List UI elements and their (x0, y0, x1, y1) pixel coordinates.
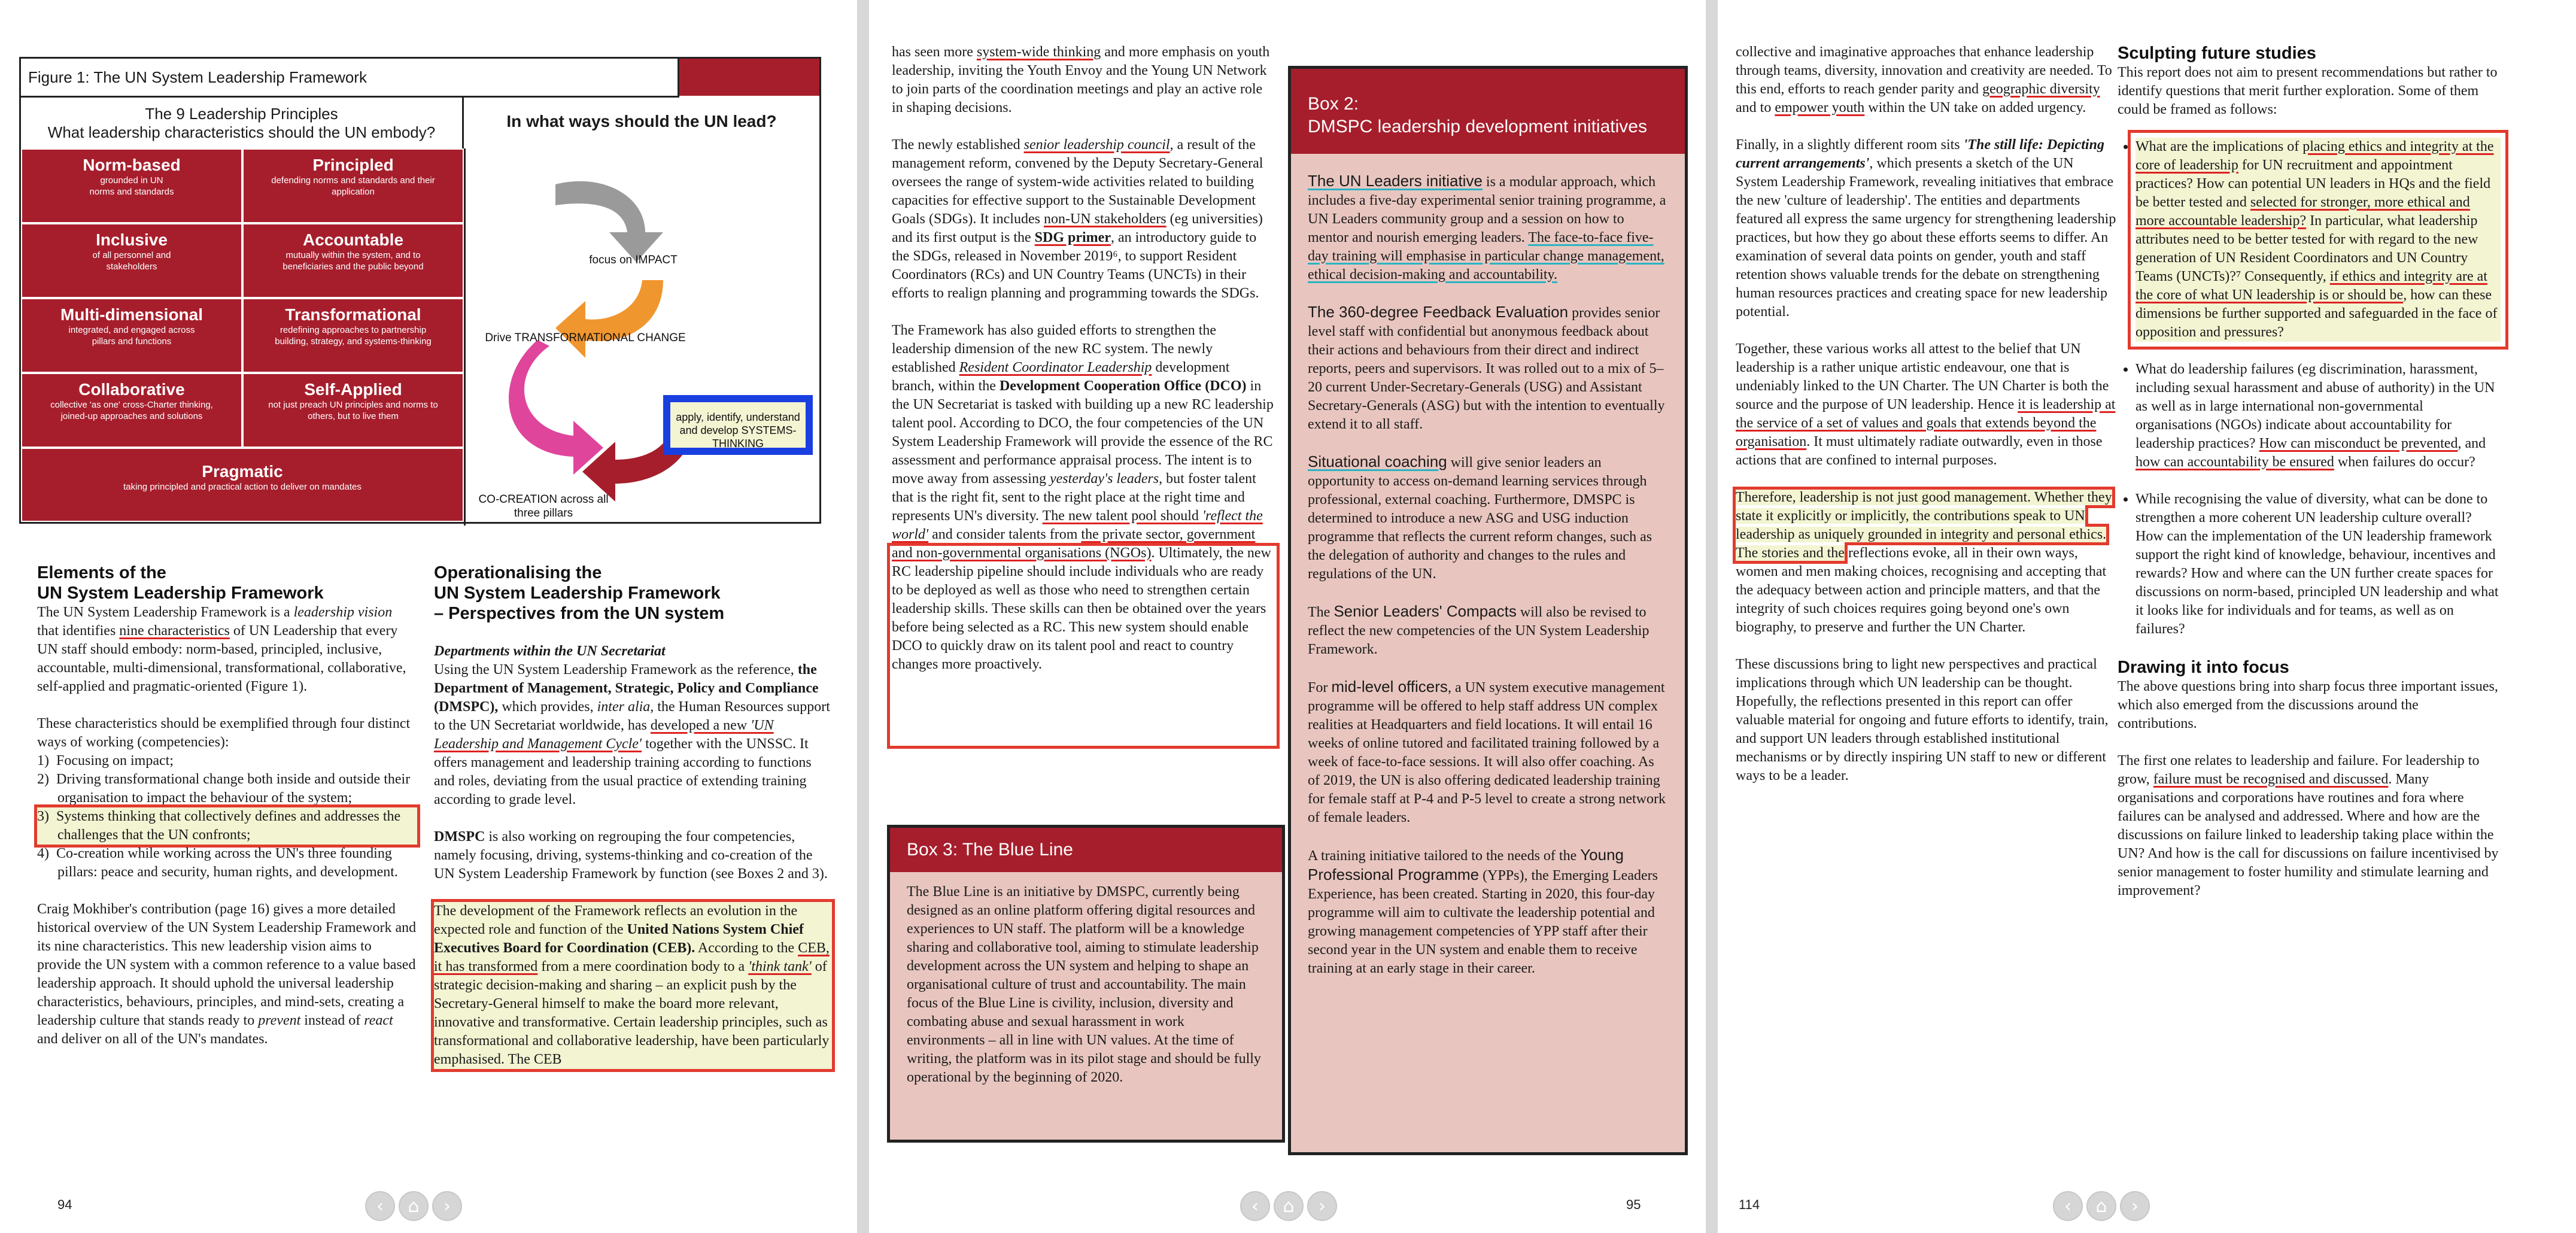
text: and to (1736, 100, 1775, 116)
text: Development Cooperation Office (DCO) (999, 378, 1247, 394)
text: provides senior level staff with confidential but anonymous feedback about their actions and behaviours from their direct and indirect reports, peers and supervisors. It was rolled out to a mix of 5–20 current Under-Secretary-Generals (USG) and Assistant Secretary-Generals (ASG) but with the intention to eventually extend it to all staff. (1308, 305, 1665, 432)
page-94 (0, 0, 857, 1233)
left-column-operationalising (434, 563, 832, 1088)
underlined-annotation: 'think tank' (748, 959, 812, 974)
text: , an introductory guide to the SDGs, released in November 2019⁶, to support Resident Coordinators (RCs) and UN Country Teams (UNCTs) in their efforts to realign planning and programming towards the SDGs. (892, 230, 1259, 301)
underlined-annotation: non-UN stakeholders (1043, 211, 1167, 227)
principle-title: Pragmatic (202, 462, 283, 481)
paragraph (1308, 452, 1668, 584)
text: (eg universities) and its first output is the (892, 211, 1263, 245)
text: , which presents a sketch of the UN System Leadership Framework, revealing initiatives that embrace the new 'culture of leadership'. The entities and departments featured all express the same urgency for strengthening leadership practices, but how they go about these efforts seems to differ. An examination of several data points on gender, youth and staff retention shows valuable trends for the debate on strengthening human resources practices and creating space for new leadership potential. (1736, 156, 2116, 320)
underlined-annotation: placing ethics and integrity at the core of leadership (2135, 139, 2494, 173)
page-nav (365, 1191, 462, 1221)
label-impact: focus on IMPACT (589, 254, 678, 266)
paragraph (37, 900, 417, 1049)
underlined-annotation: Situational coaching (1308, 452, 1447, 470)
text: Finally, in a slightly different room sits (1736, 137, 1964, 153)
underlined-annotation: 'UN Leadership and Management Cycle' (434, 718, 774, 752)
underlined-annotation: geographic diversity (1982, 81, 2100, 97)
figure-title-accent (679, 59, 819, 96)
text: What do leadership failures (eg discrimination, harassment, including sexual harassment and abuse of authority) in the UN as well as in large international non-governmental organisations (NGOs) indicate about accountability for leadership practices? (2135, 362, 2495, 451)
underlined-annotation: nine characteristics (119, 623, 230, 639)
text: , the Human Resources support to the UN Secretariat worldwide, has (434, 699, 830, 733)
underlined-annotation: senior leadership council (1023, 137, 1170, 153)
box-2-dmspc-initiatives (1288, 66, 1688, 1155)
underlined-annotation: The new talent pool should (1042, 508, 1202, 524)
paragraph (1736, 43, 2119, 117)
text: The newly established (892, 137, 1024, 153)
list-item: 1) Focusing on impact; (37, 753, 174, 769)
paragraph (1308, 303, 1668, 434)
principle-desc: grounded in UN norms and standards (89, 175, 174, 197)
text: The first one relates to leadership and failure. For leadership to grow, (2118, 753, 2480, 787)
text: , but foster talent that is the right fit, sent to the right place at the right time and represents UN's diversity. (892, 471, 1256, 524)
underlined-annotation: it is leadership at the service of a set of values and goals that extends beyond the organisation (1736, 397, 2116, 450)
text: has seen more (892, 44, 977, 60)
text: The UN System Leadership Framework is a (37, 605, 294, 620)
text: The (1308, 605, 1334, 620)
text: . Many organisations and corporations have routines and fora where failures can be analysed and addressed. Where and how are the discussions on failure linked to leadership taking place within the UN? And how is the call for discussions on failure incentivised by senior management to foster humility and stimulate learning and improvement? (2118, 772, 2499, 898)
principle-title: Norm-based (83, 156, 181, 174)
label-co-creation: CO-CREATION across all three pillars (478, 493, 609, 520)
underlined-annotation: the private sector, government and non-governmental organisations (NGOs) (892, 527, 1256, 561)
text: For (1308, 680, 1332, 696)
text: leadership vision (293, 605, 393, 620)
orange-arrow (555, 280, 663, 358)
principle-desc: mutually within the system, and to beneficiaries and the public beyond (282, 250, 424, 272)
competencies-list (37, 752, 417, 882)
text: will give senior leaders an opportunity to access on-demand learning services through professional, external coaching. Furthermore, DMSPC is determined to introduce a new ASG and USG induction programme that reflects the current reform changes, such as the delegation of authority and changes to the rules and regulations of the UN. (1308, 455, 1652, 582)
principle-desc: not just preach UN principles and norms to others, but to live them (268, 400, 438, 421)
text: , a result of the management reform, convened by the Deputy Secretary-General oversees the range of system-wide activities related to building capacities for effective support to the Sustainable Development Goals (SDGs). It includes (892, 137, 1263, 227)
text: reflections evoke, all in their own ways, women and men making choices, recognising and accepting that the adequacy between action and principle matters, and that the integrity of such choices requires going beyond one's own biography, to preserve and further the UN Charter. (1736, 545, 2107, 635)
text: is a modular approach, which includes a five-day experimental senior training programme, a UN Leaders community group and a session on how to mentor and nourish emerging leaders. (1308, 174, 1666, 245)
text: , a UN system executive management programme will be offered to help staff address UN complex realities at Headquarters and field locations. It will entail 16 weeks of online tutored and facilitated training followed by a week of face-to-face sessions. It will also offer coaching. As of 2019, the UN is also offering dedicated leadership training for female staff at P-4 and P-5 level to create a strong network of female leaders. (1308, 680, 1666, 825)
principle-desc: integrated, and engaged across pillars and functions (68, 325, 195, 347)
principle-inclusive (21, 223, 242, 298)
text: 'The still life: Depicting current arrangements' (1736, 137, 2104, 171)
paragraph (1308, 172, 1668, 284)
section-heading: Drawing it into focus (2118, 658, 2289, 677)
text: United Nations System Chief Executives Board for Coordination (CEB). (434, 922, 804, 956)
list-item (2135, 360, 2501, 472)
underlined-annotation: failure must be recognised and discussed (2153, 772, 2389, 787)
box-3-title: Box 3: The Blue Line (887, 825, 1285, 872)
text: Craig Mokhiber's contribution (page 16) gives a more detailed historical overview of the UN System Leadership Framework and its nine characteristics. This new leadership vision aims to provide the UN system with a common reference to a value based leadership approach. It should uphold the universal leadership characteristics, behaviours, principles, and mind-sets, creating a leadership culture that stands ready to (37, 901, 417, 1028)
box-3-blue-line (887, 825, 1285, 1155)
text: The development of the Framework reflects an evolution in the expected role and function of the (434, 903, 798, 937)
page-95 (869, 0, 1706, 1233)
section-heading (37, 563, 417, 603)
text: development branch, within the (892, 360, 1230, 394)
text: A training initiative tailored to the needs of the (1308, 848, 1581, 864)
heading-line: Elements of the (37, 563, 166, 582)
text: react (364, 1013, 393, 1028)
paragraph (1308, 846, 1668, 978)
section-heading (434, 563, 832, 624)
underlined-annotation: The face-to-face five-day training will emphasise in particular change management, ethical decision-making and accountability. (1308, 230, 1664, 283)
paragraph: These discussions bring to light new perspectives and practical implications through which UN leadership can be thought. Hopefully, the reflections presented in this report can offer valuable material for ongoing and future efforts to identify, train, and support UN leaders through established institutional mechanisms or by directly inspiring UN staff to new or different ways to be a leader. (1736, 657, 2109, 783)
text: In particular, what leadership attributes need to be better tested for with regard to the new generation of UN Resident Coordinators and UN Country Teams (UNCTs)?⁷ Consequently, (2135, 213, 2478, 284)
text: What are the implications of (2135, 139, 2303, 154)
principle-title: Transformational (285, 305, 421, 324)
principle-desc: taking principled and practical action to deliver on mandates (123, 482, 362, 492)
text: The Framework has also guided efforts to strengthen the leadership dimension of the new RC system. The newly established (892, 323, 1217, 375)
next-page-button[interactable]: › (432, 1191, 462, 1221)
page-nav (2053, 1191, 2150, 1221)
page-number: 114 (1739, 1197, 1760, 1212)
heading-line: Operationalising the (434, 563, 602, 582)
right-column-text (1736, 43, 2119, 804)
principles-header (21, 98, 464, 148)
right-column-future-studies (2118, 43, 2501, 919)
box-title-line: DMSPC leadership development initiatives (1308, 117, 1647, 136)
principle-norm-based (21, 148, 242, 223)
text: . Ultimately, the new RC leadership pipeline should include individuals who are ready to be deployed as well as those who need to strengthen certain leadership skills. These skills can then be obtained over the years before being selected as a RC. This new system should enable DCO to quickly draw on its talent pool and react to country changes more proactively. (892, 545, 1271, 672)
leadership-framework-figure (19, 57, 821, 524)
paragraph (434, 661, 832, 809)
text: Together, these various works all attest to the belief that UN leadership is a rather unique artistic endeavour, one that is undeniably linked to the UN Charter. The UN Charter is both the source and the purpose of UN leadership. Hence (1736, 341, 2109, 412)
page-number: 95 (1626, 1197, 1641, 1212)
prev-page-button[interactable]: ‹ (365, 1191, 395, 1221)
box-2-title (1291, 69, 1685, 154)
ways-header: In what ways should the UN lead? (506, 112, 777, 130)
text: for UN recruitment and appointment practices? How can potential UN leaders in HQs and the field be better tested and (2135, 157, 2491, 210)
paragraph (37, 603, 417, 696)
heading-line: UN System Leadership Framework (434, 584, 721, 603)
paragraph (892, 43, 1275, 117)
text: prevent (258, 1013, 301, 1028)
principle-title: Self-Applied (304, 380, 402, 399)
principles-header-line2: What leadership characteristics should the UN embody? (47, 123, 436, 141)
label-systems-thinking: apply, identify, understand and develop SYSTEMS-THINKING (663, 395, 813, 455)
text: The 360-degree Feedback Evaluation (1308, 303, 1569, 321)
paragraph (1736, 340, 2119, 470)
text: which provides, (498, 699, 597, 715)
page-nav (1240, 1191, 1337, 1221)
text: Senior Leaders' Compacts (1333, 602, 1517, 620)
figure-title: Figure 1: The UN System Leadership Framework (21, 59, 679, 98)
text: inter alia (597, 699, 651, 715)
text: together with the UNSSC. It offers management and leadership training according to functions and roles, deviating from the usual practice of extending training according to grade level. (434, 736, 812, 807)
list-item: 2) Driving transformational change both inside and outside their organisation to impact the behaviour of the system; (37, 772, 411, 806)
pink-arrow (509, 340, 603, 475)
principle-desc: redefining approaches to partnership building, strategy, and systems-thinking (275, 325, 432, 347)
principle-self-applied (242, 373, 464, 448)
underlined-annotation: selected for stronger, more ethical and more accountable leadership? (2135, 195, 2470, 229)
text: will also be revised to reflect the new competencies of the UN System Leadership Framework. (1308, 605, 1650, 657)
text: According to the (695, 940, 798, 956)
text: , how can these dimensions be further supported and safeguarded in the face of opposition and pressures? (2135, 287, 2498, 340)
text: Young Professional Programme (1308, 846, 1624, 883)
text: of strategic decision-making and sharing – an explicit push by the Secretary-General himself to make the board more relevant, innovative and transformative. Certain leadership principles, such as transformational and collaborative leadership, have been particularly emphasised. The CEB (434, 959, 830, 1067)
highlighted-text: Therefore, leadership is not just good management. Whether they state it explicitly or implicitly, the contributions speak to UN leadership as uniquely grounded in integrity and personal ethics. The stories and the (1736, 490, 2112, 561)
underlined-annotation: if ethics and integrity are at the core of what UN leadership is or should be (2135, 269, 2487, 303)
ways-of-working-diagram (464, 148, 819, 526)
principle-title: Collaborative (78, 380, 185, 399)
principle-title: Principled (312, 156, 394, 174)
text: DMSPC (434, 829, 485, 845)
highlighted-paragraph (434, 902, 832, 1069)
prev-page-button[interactable]: ‹ (1240, 1191, 1270, 1221)
underlined-annotation: Resident Coordinator Leadership (959, 360, 1152, 375)
text: (YPPs), the Emerging Leaders Experience, has been created. Starting in 2020, this four-day programme will aim to cultivate the leadership potential and growing management competencies of YPP staff after their second year in the UN system and enable them to receive training at an early stage in their career. (1308, 868, 1658, 976)
underlined-annotation: The UN Leaders initiative (1308, 172, 1483, 190)
text: yesterday's leaders (1049, 471, 1159, 487)
principles-header-line1: The 9 Leadership Principles (145, 105, 338, 123)
underlined-annotation: how can accountability be ensured (2135, 454, 2334, 470)
text: collective and imaginative approaches that enhance leadership through teams, diversity, innovation and creativity are needed. To this end, efforts to reach gender parity and (1736, 44, 2112, 97)
text: the Department of Management, Strategic, Policy and Compliance (DMSPC), (434, 662, 819, 715)
text: instead of (300, 1013, 364, 1028)
principle-collaborative (21, 373, 242, 448)
principle-desc: of all personnel and stakeholders (92, 250, 171, 272)
grey-arrow (555, 181, 663, 262)
principle-pragmatic (21, 448, 464, 522)
text: within the UN take on added urgency. (1864, 100, 2086, 116)
principle-title: Accountable (302, 230, 404, 249)
principle-desc: collective 'as one' cross-Charter thinking, joined-up approaches and solutions (50, 400, 213, 421)
underlined-annotation: empower youth (1775, 100, 1865, 116)
principle-multi-dimensional (21, 298, 242, 373)
paragraph (1308, 678, 1668, 827)
text: in the UN Secretariat is tasked with building up a new RC leadership talent pool. According to DCO, the four competencies of the UN System Leadership Framework will provide the essence of the RC assessment and performance appraisal process. The intent is to move away from assessing (892, 378, 1274, 487)
principle-accountable (242, 223, 464, 298)
box-3-body: The Blue Line is an initiative by DMSPC, currently being designed as an online platform offering digital resources and experiences to UN staff. The platform will be a knowledge sharing and collaborative tool, aiming to stimulate leadership development across the UN system and helping to shape an organisational culture of trust and accountability. The main focus of the Blue Line is civility, inclusion, diversity and combating abuse and sexual harassment in work environments – all in line with UN values. At the time of writing, the platform was in its pilot stage and should be fully operational by the beginning of 2020. (887, 872, 1285, 1143)
highlight-box-talent-pool (887, 543, 1280, 749)
page-114 (1718, 0, 2576, 1233)
list-item: 4) Co-creation while working across the UN's three founding pillars: peace and security, human rights, and development. (37, 846, 398, 880)
left-column-elements (37, 563, 417, 1067)
paragraph: The above questions bring into sharp focus three important issues, which also emerged from the discussions around the contributions. (2118, 679, 2498, 731)
page-number: 94 (57, 1197, 72, 1212)
heading-line: – Perspectives from the UN system (434, 604, 725, 623)
home-button[interactable]: ⌂ (399, 1191, 429, 1221)
underlined-annotation: system-wide thinking (976, 44, 1101, 60)
paragraph (1308, 602, 1668, 659)
question-list (2118, 138, 2501, 639)
paragraph (892, 136, 1275, 303)
paragraph (434, 828, 832, 883)
underlined-annotation: developed a new (650, 718, 751, 733)
paragraph (1736, 136, 2119, 321)
text: and deliver on all of the UN's mandates. (37, 1031, 268, 1047)
section-heading: Sculpting future studies (2118, 44, 2316, 63)
text: of UN Leadership that every UN staff should embody: norm-based, principled, inclusive, accountable, multi-dimensional, transformational, collaborative, self-applied and pragmatic-oriented (Figure 1). (37, 623, 406, 694)
paragraph: These characteristics should be exemplified through four distinct ways of working (competencies): (37, 716, 411, 750)
principle-principled (242, 148, 464, 223)
text: Using the UN System Leadership Framework as the reference, (434, 662, 798, 678)
underlined-annotation: 'reflect the world' (892, 508, 1263, 542)
principle-title: Multi-dimensional (60, 305, 203, 324)
underlined-annotation: SDG primer (1034, 230, 1111, 245)
text: . It must ultimately radiate outwardly, even in those actions that are confined to internal purposes. (1736, 434, 2103, 468)
list-item: • While recognising the value of diversity, what can be done to strengthen a more coherent UN leadership culture overall? How can the implementation of the UN leadership framework support the right kind of knowledge, behaviour, incentives and rewards? How and where can the UN further create spaces for discussions on norm-based, principled UN leadership and what it looks like for individuals and for teams, as well as on failures? (2135, 490, 2501, 639)
prev-page-button[interactable]: ‹ (2053, 1191, 2083, 1221)
text: when failures do occur? (2334, 454, 2475, 470)
box-title-line: Box 2: (1308, 94, 1359, 114)
next-page-button[interactable]: › (2120, 1191, 2150, 1221)
principle-desc: defending norms and standards and their application (271, 175, 435, 197)
text: from a mere coordination body to a (537, 959, 749, 974)
text: mid-level officers (1331, 678, 1448, 696)
paragraph (1736, 488, 2119, 637)
underlined-annotation: How can misconduct be prevented (2259, 436, 2458, 451)
list-item-highlighted (2135, 138, 2501, 342)
paragraph (2118, 752, 2501, 900)
paragraph: This report does not aim to present recommendations but rather to identify questions that merit further exploration. Some of them could be framed as follows: (2118, 65, 2498, 117)
subheading: Departments within the UN Secretariat (434, 643, 666, 659)
home-button[interactable]: ⌂ (1274, 1191, 1304, 1221)
text: is also working on regrouping the four competencies, namely focusing, driving, systems-thinking and co-creation of the UN System Leadership Framework by function (see Boxes 2 and 3). (434, 829, 828, 882)
label-transformational-change: Drive TRANSFORMATIONAL CHANGE (485, 332, 686, 344)
list-item-highlighted: 3) Systems thinking that collectively defines and addresses the challenges that the UN confronts; (37, 807, 417, 845)
text: and more emphasis on youth leadership, inviting the Youth Envoy and the Young UN Network to join parts of the coordination meetings and play an active role in shaping decisions. (892, 44, 1270, 116)
next-page-button[interactable]: › (1307, 1191, 1337, 1221)
underlined-annotation: CEB, it has transformed (434, 940, 830, 974)
text: that identifies (37, 623, 120, 639)
text: , and (2457, 436, 2486, 451)
principle-title: Inclusive (96, 230, 168, 249)
heading-line: UN System Leadership Framework (37, 584, 324, 603)
home-button[interactable]: ⌂ (2086, 1191, 2116, 1221)
principle-transformational (242, 298, 464, 373)
box-2-body (1291, 154, 1685, 1007)
text: and consider talents from (928, 527, 1082, 542)
